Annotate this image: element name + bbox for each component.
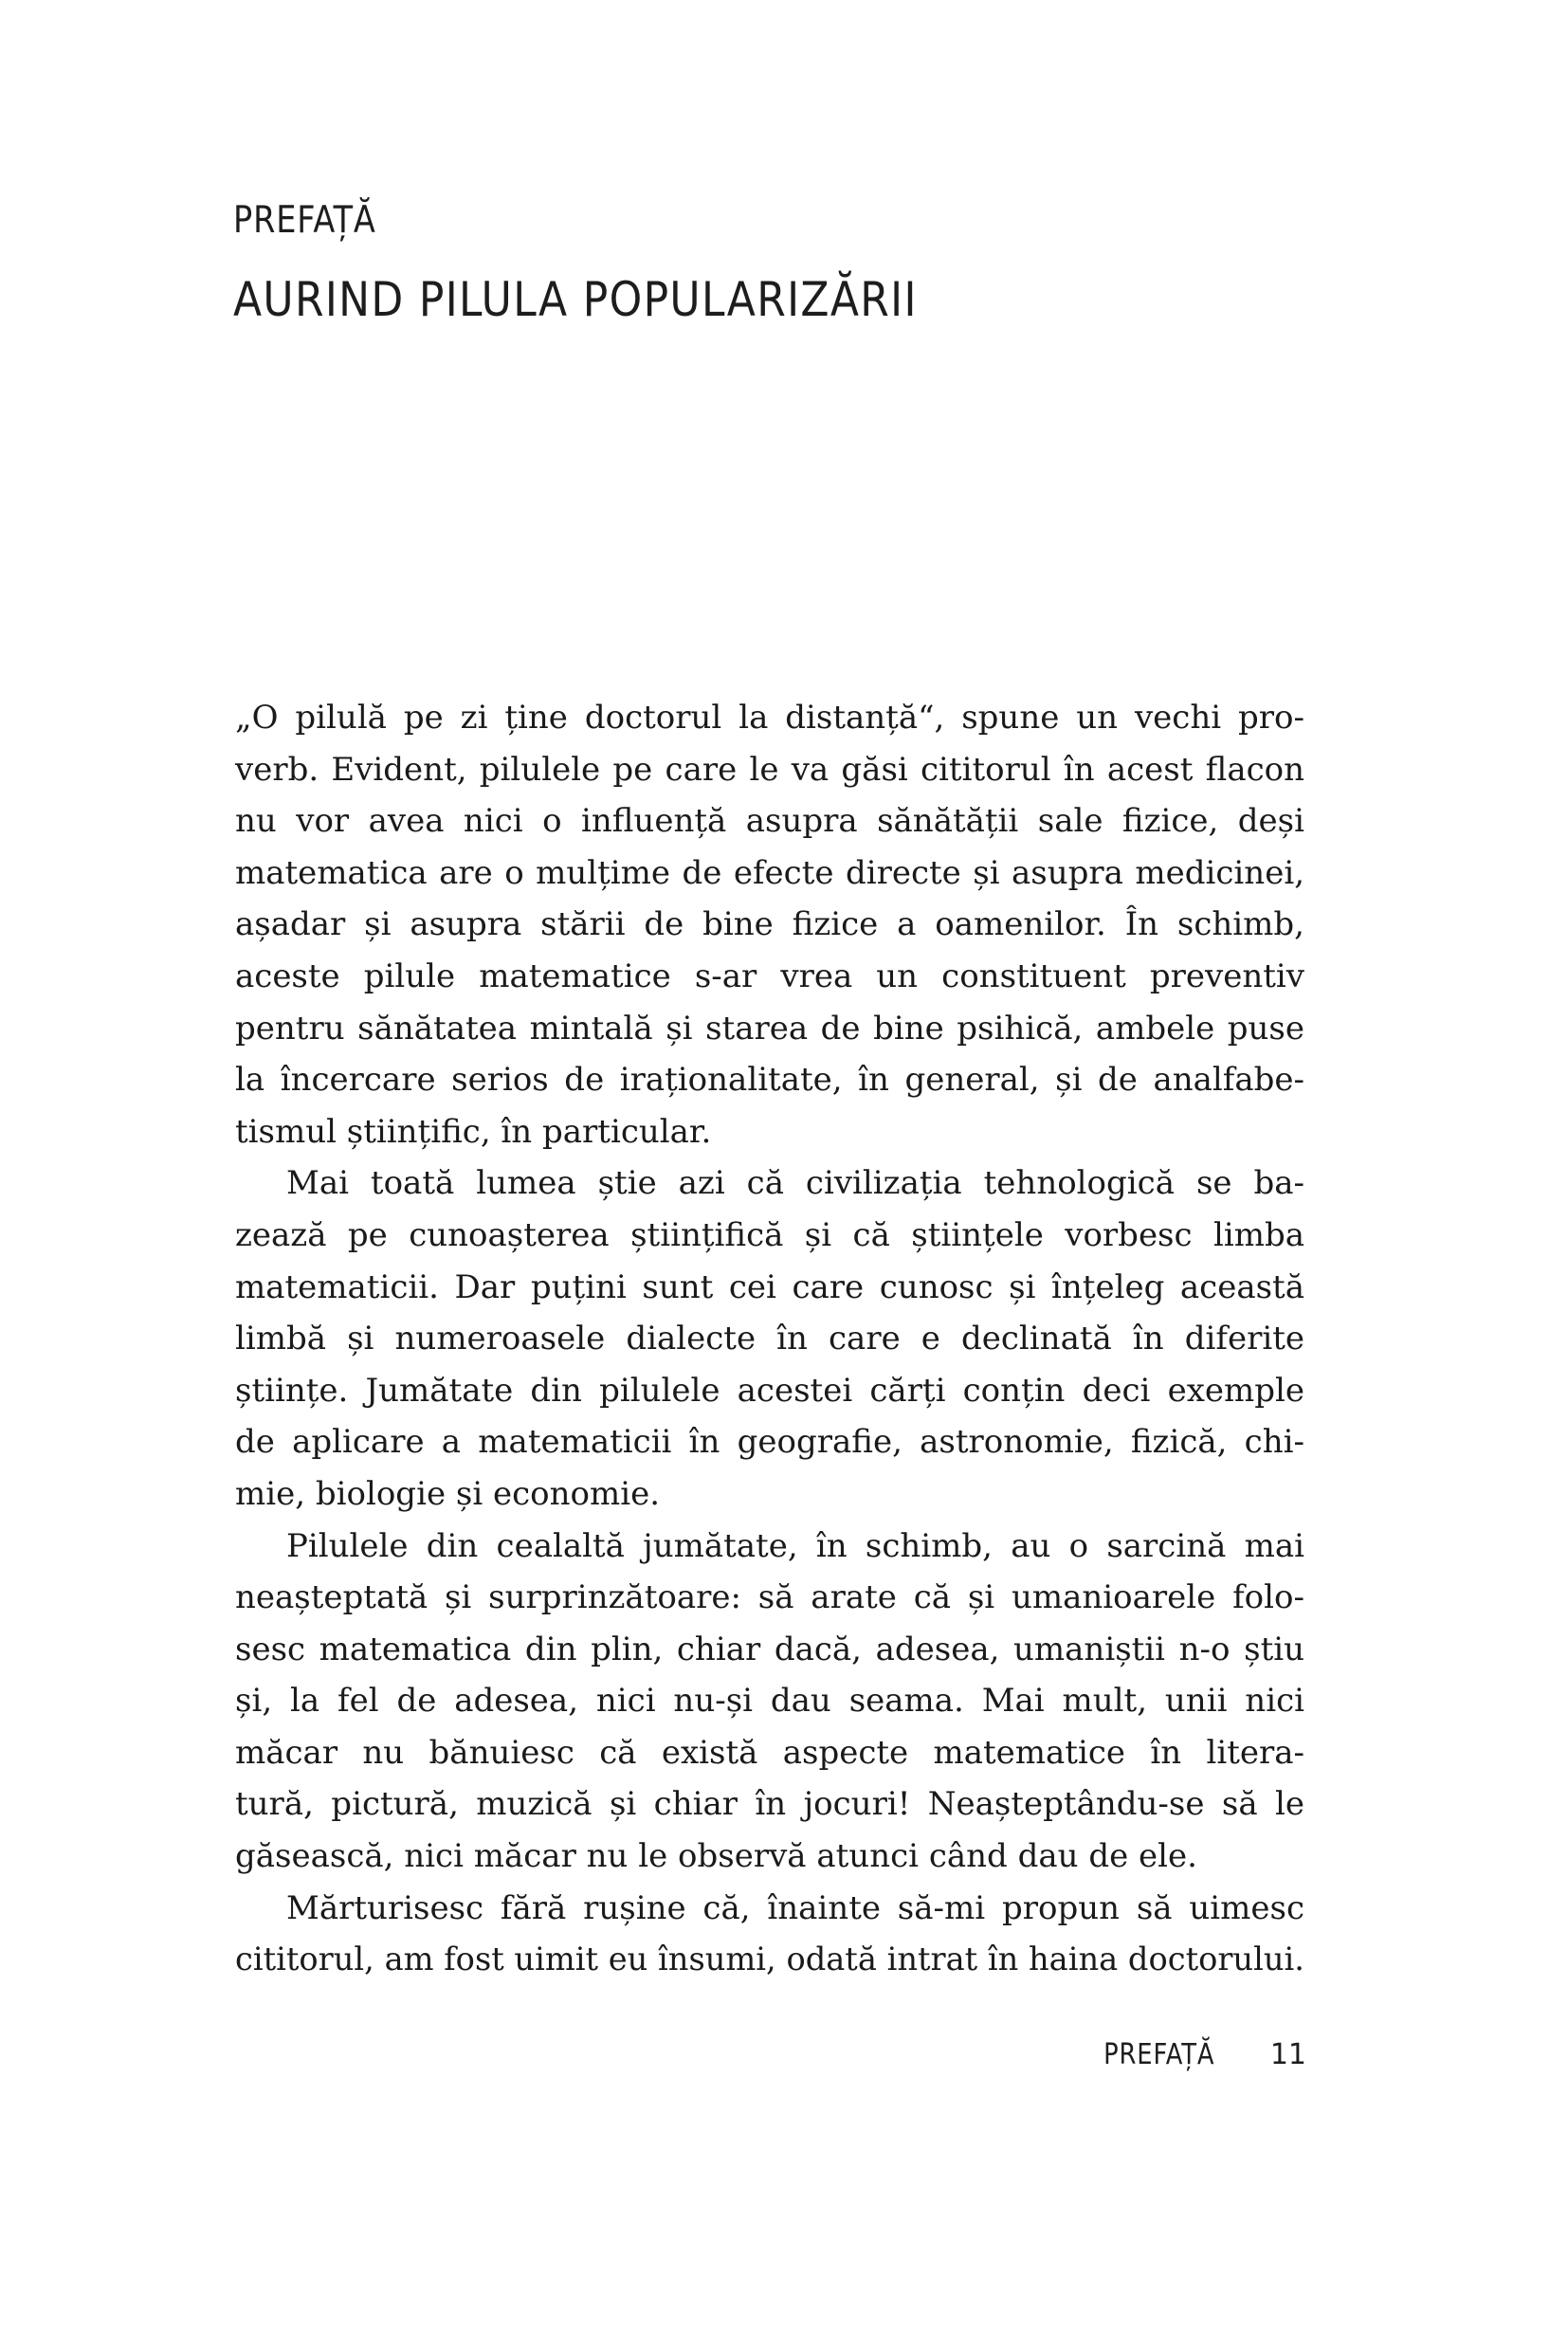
text-line: Mai toată lumea știe azi că civilizația tehnologică se ba- <box>286 1164 1304 1203</box>
text-line: zează pe cunoașterea științifică și că științele vorbesc limba <box>235 1215 1304 1254</box>
chapter-title: AURIND PILULA POPULARIZĂRII <box>233 272 918 327</box>
text-line: pentru sănătatea mintală și starea de bine psihică, ambele puse <box>235 1009 1304 1048</box>
text-line: tismul științific, în particular. <box>235 1112 712 1151</box>
text-line: cititorul, am fost uimit eu însumi, odată intrat în haina doctorului. <box>235 1941 1304 1979</box>
text-line: la încercare serios de iraționalitate, în general, și de analfabe- <box>235 1061 1304 1100</box>
text-line: sesc matematica din plin, chiar dacă, adesea, umaniștii n-o știu <box>235 1630 1304 1668</box>
text-line: Mărturisesc fără rușine că, înainte să-mi propun să uimesc <box>286 1888 1304 1927</box>
text-line: limbă și numeroasele dialecte în care e declinată în diferite <box>235 1320 1304 1358</box>
text-line: verb. Evident, pilulele pe care le va găsi cititorul în acest flacon <box>235 750 1304 789</box>
text-line: așadar și asupra stării de bine fizice a oamenilor. În schimb, <box>235 905 1304 944</box>
text-line: științe. Jumătate din pilulele acestei cărți conțin deci exemple <box>235 1371 1304 1410</box>
text-line: nu vor avea nici o influență asupra sănătății sale fizice, deși <box>235 802 1304 841</box>
text-line: de aplicare a matematicii în geografie, astronomie, fizică, chi- <box>235 1423 1304 1462</box>
text-line: tură, pictură, muzică și chiar în jocuri! Neașteptându-se să le <box>235 1785 1304 1824</box>
text-line: matematica are o mulțime de efecte directe și asupra medicinei, <box>235 853 1304 892</box>
text-line: și, la fel de adesea, nici nu-și dau seama. Mai mult, unii nici <box>235 1682 1304 1721</box>
text-line: găsească, nici măcar nu le observă atunci când dau de ele. <box>235 1837 1197 1876</box>
text-line: „O pilulă pe zi ține doctorul la distanță“, spune un vechi pro- <box>235 699 1304 737</box>
text-line: aceste pilule matematice s-ar vrea un constituent preventiv <box>235 957 1304 995</box>
page-footer <box>1085 2038 1306 2071</box>
text-line: neașteptată și surprinzătoare: să arate că și umanioarele folo- <box>235 1578 1304 1617</box>
text-line: Pilulele din cealaltă jumătate, în schimb, au o sarcină mai <box>286 1526 1304 1565</box>
text-line: mie, biologie și economie. <box>235 1474 661 1513</box>
text-line: matematicii. Dar puțini sunt cei care cunosc și înțeleg această <box>235 1267 1304 1306</box>
running-head: PREFAȚĂ <box>1103 2038 1215 2071</box>
chapter-label: PREFAȚĂ <box>233 199 376 242</box>
body-text <box>235 692 1304 1986</box>
page-number: 11 <box>1269 2038 1306 2071</box>
text-line: măcar nu bănuiesc că există aspecte matematice în litera- <box>235 1733 1304 1772</box>
